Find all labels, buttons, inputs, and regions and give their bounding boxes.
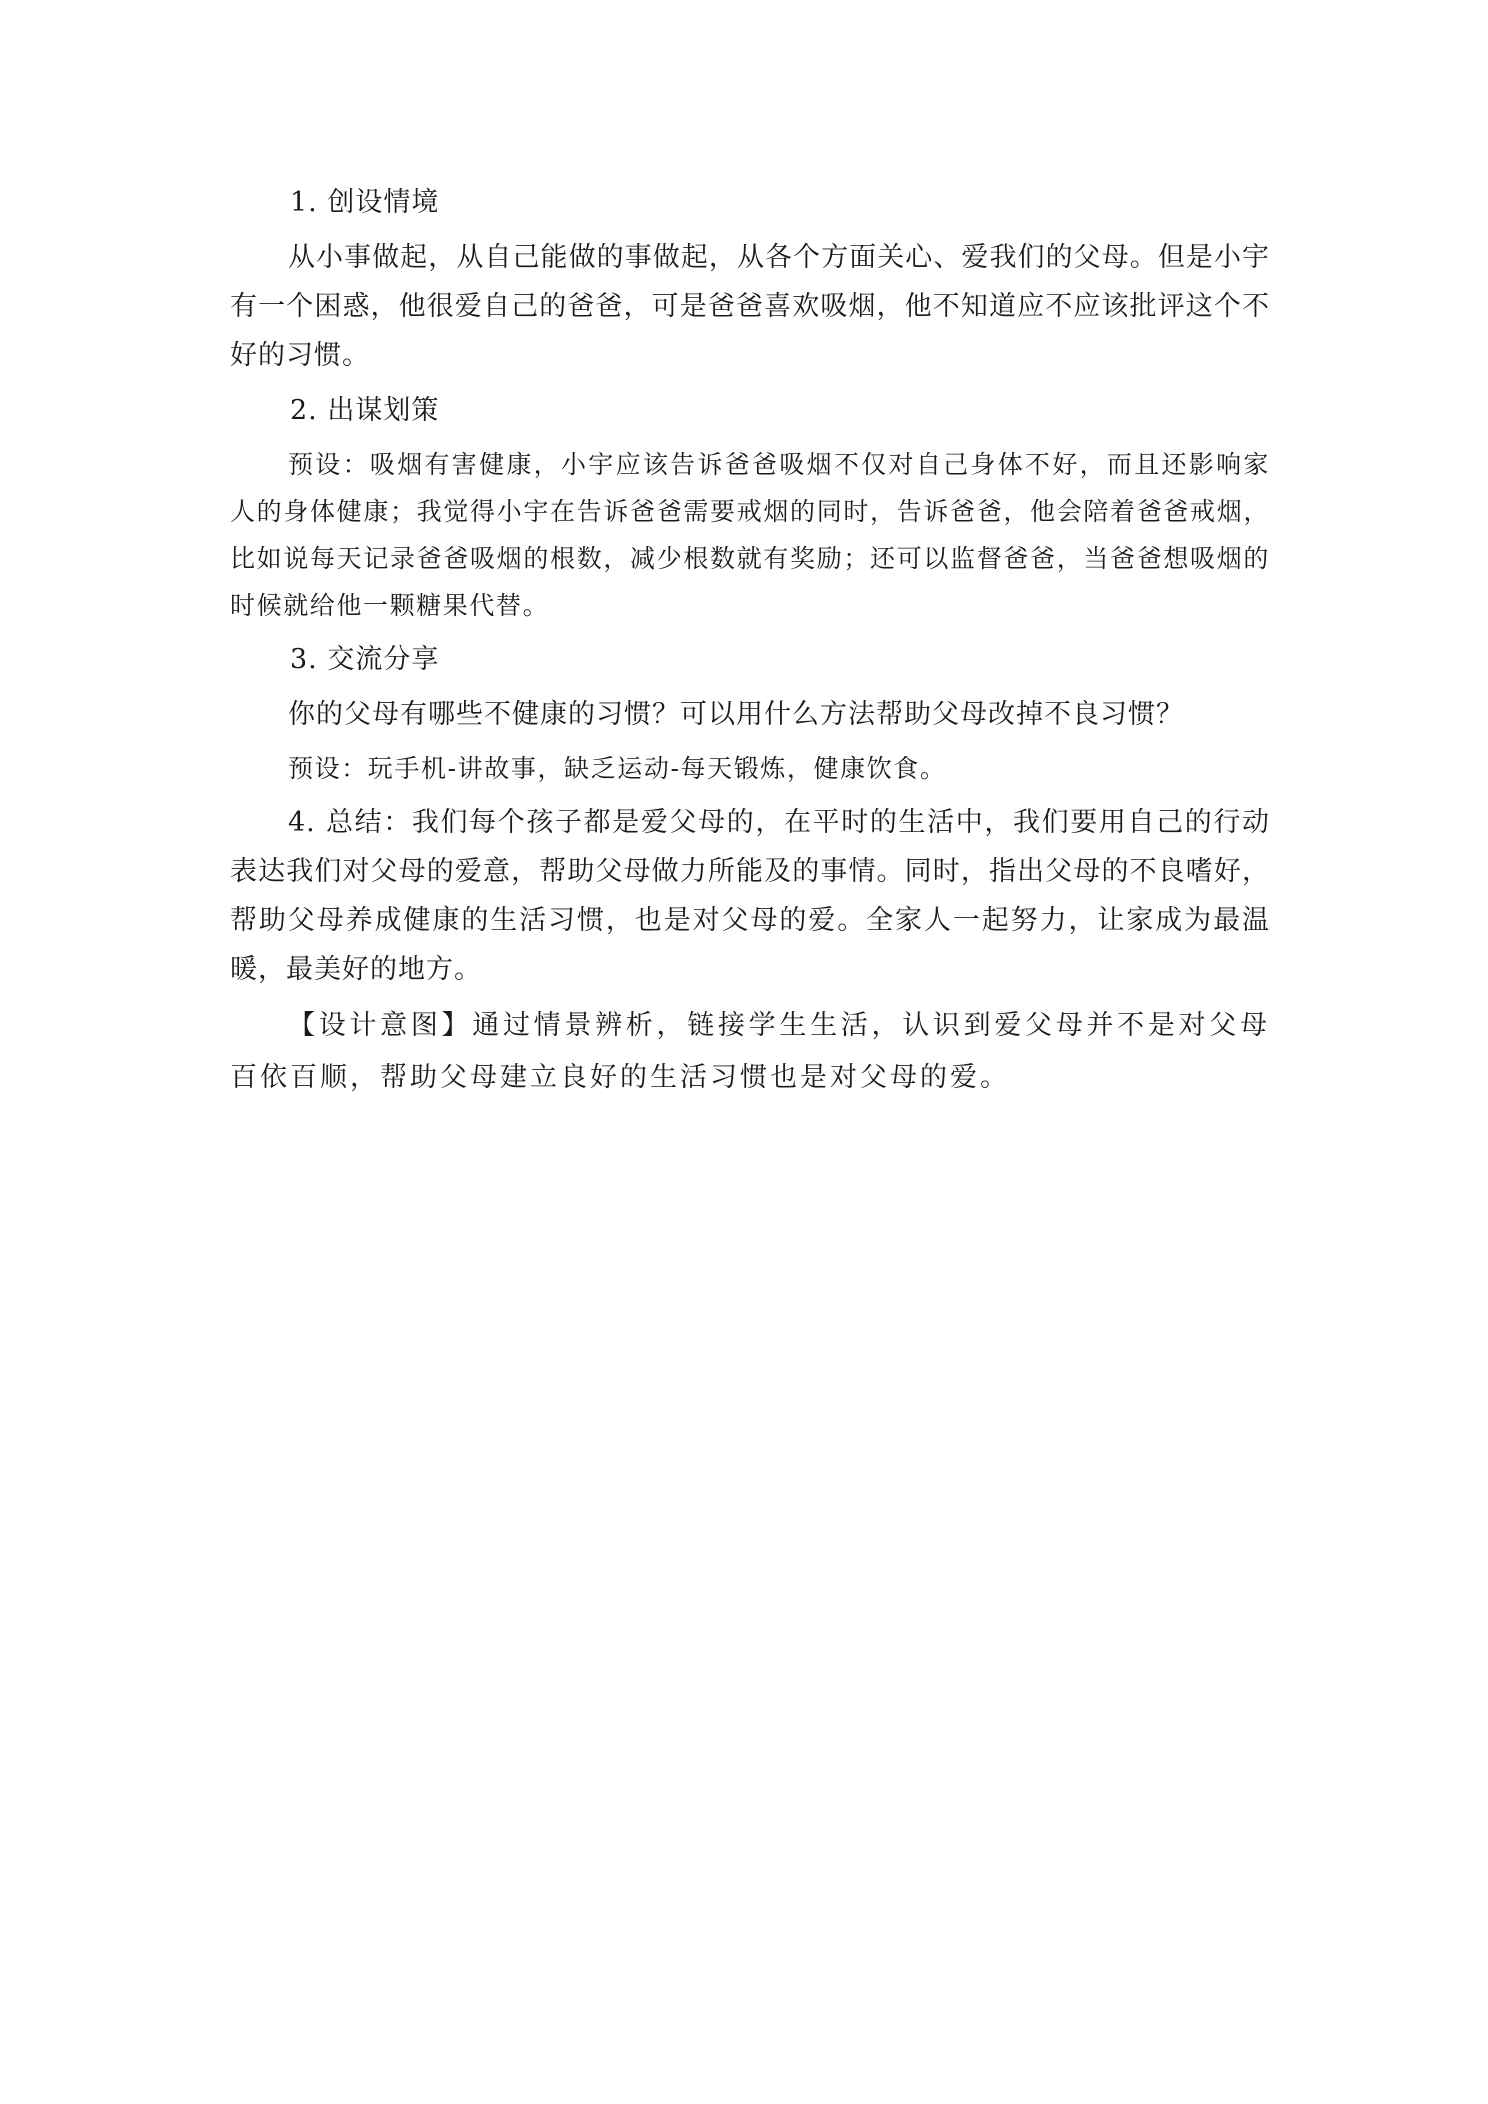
section-heading-2: 2. 出谋划策	[290, 395, 440, 426]
section-summary-4: 4. 总结：我们每个孩子都是爱父母的，在平时的生活中，我们要用自己的行动表达我们对父母的爱意，帮助父母做力所能及的事情。同时，指出父母的不良嗜好，帮助父母养成健康的生活习惯，也是对父母的爱。全家人一起努力，让家成为最温暖，最美好的地方。	[230, 807, 1270, 985]
document-page	[230, 178, 1270, 1110]
section-heading-3: 3. 交流分享	[290, 644, 440, 675]
section-heading-1: 1. 创设情境	[290, 187, 440, 218]
section-body-1: 从小事做起，从自己能做的事做起，从各个方面关心、爱我们的父母。但是小宇有一个困惑，他很爱自己的爸爸，可是爸爸喜欢吸烟，他不知道应不应该批评这个不好的习惯。	[230, 242, 1270, 371]
section-preset-3: 预设：玩手机-讲故事，缺乏运动-每天锻炼，健康饮食。	[288, 754, 947, 783]
section-body-2: 预设：吸烟有害健康，小宇应该告诉爸爸吸烟不仅对自己身体不好，而且还影响家人的身体健康；我觉得小宇在告诉爸爸需要戒烟的同时，告诉爸爸，他会陪着爸爸戒烟，比如说每天记录爸爸吸烟的根数，减少根数就有奖励；还可以监督爸爸，当爸爸想吸烟的时候就给他一颗糖果代替。	[230, 450, 1270, 620]
section-question-3: 你的父母有哪些不健康的习惯？可以用什么方法帮助父母改掉不良习惯？	[288, 699, 1184, 730]
design-intent: 【设计意图】通过情景辨析，链接学生生活，认识到爱父母并不是对父母百依百顺，帮助父母建立良好的生活习惯也是对父母的爱。	[230, 1010, 1270, 1093]
